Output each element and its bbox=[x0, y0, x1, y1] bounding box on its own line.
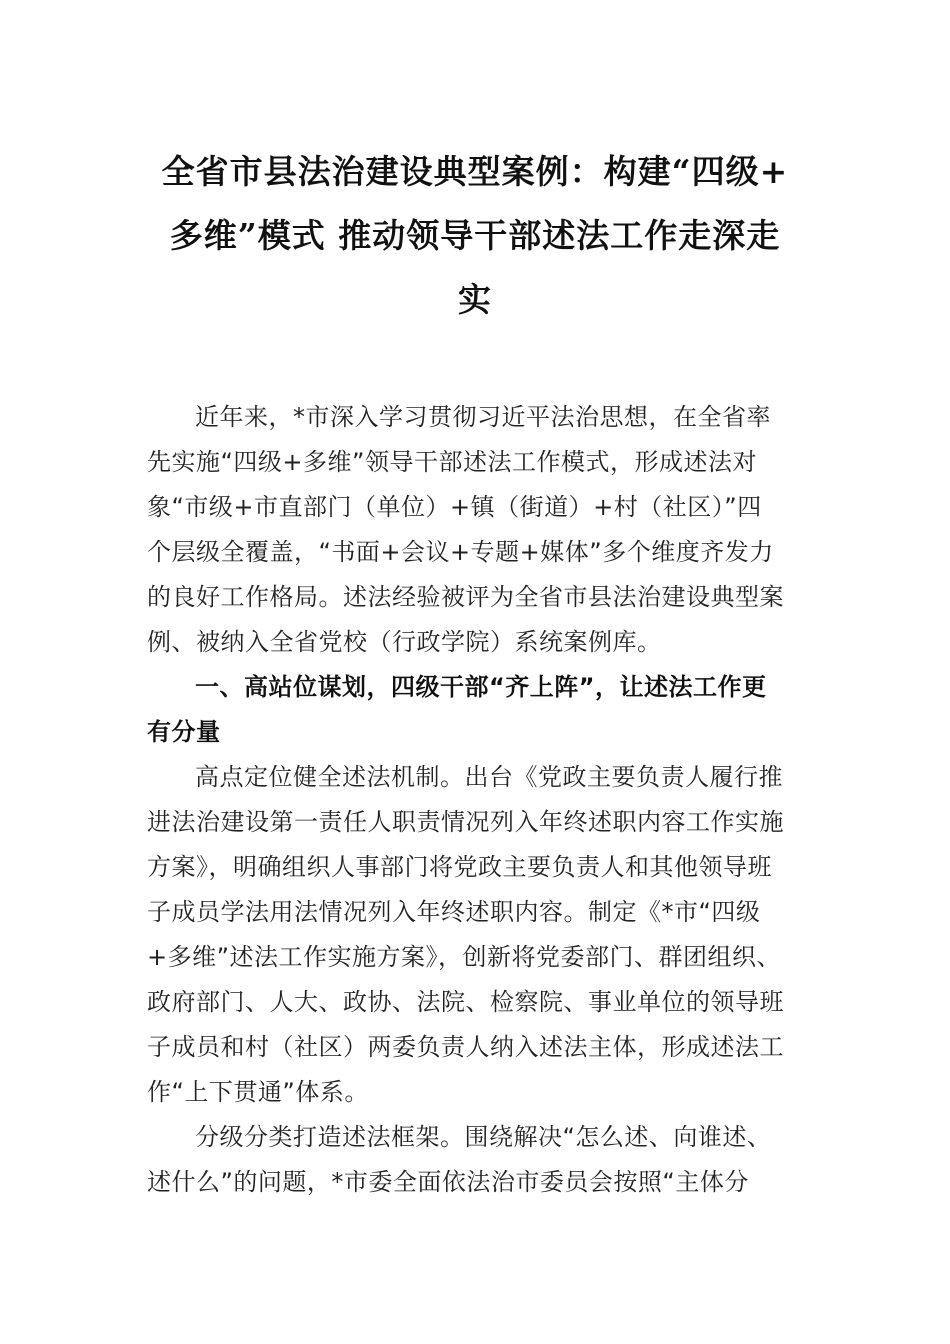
text-line: 述什么”的问题，*市委全面依法治市委员会按照“主体分 bbox=[147, 1168, 749, 1196]
text-line: 先实施“四级+多维”领导干部述法工作模式，形成述法对 bbox=[147, 448, 757, 476]
body-paragraph bbox=[147, 1115, 819, 1205]
document-body bbox=[147, 395, 819, 1205]
text-line: 分级分类打造述法框架。围绕解决“怎么述、向谁述、 bbox=[195, 1123, 772, 1151]
text-line: 子成员学法用法情况列入年终述职内容。制定《*市“四级 bbox=[147, 898, 761, 926]
text-line: 个层级全覆盖，“书面+会议+专题+媒体”多个维度齐发力 bbox=[147, 538, 774, 566]
text-line: 近年来，*市深入学习贯彻习近平法治思想，在全省率 bbox=[195, 403, 771, 431]
title-line: 实 bbox=[458, 280, 492, 319]
section-heading bbox=[147, 665, 819, 755]
text-line: 政府部门、人大、政协、法院、检察院、事业单位的领导班 bbox=[147, 988, 784, 1016]
document-title bbox=[140, 140, 810, 332]
text-line: 的良好工作格局。述法经验被评为全省市县法治建设典型案 bbox=[147, 583, 784, 611]
text-line: 象“市级+市直部门（单位）+镇（街道）+村（社区）”四 bbox=[147, 493, 762, 521]
text-line: 方案》，明确组织人事部门将党政主要负责人和其他领导班 bbox=[147, 853, 772, 881]
heading-line: 一、高站位谋划，四级干部“齐上阵”，让述法工作更 bbox=[195, 673, 767, 701]
text-line: 作“上下贯通”体系。 bbox=[147, 1078, 369, 1106]
text-line: 进法治建设第一责任人职责情况列入年终述职内容工作实施 bbox=[147, 808, 784, 836]
title-line: 多维”模式 推动领导干部述法工作走深走 bbox=[169, 216, 781, 255]
text-line: 子成员和村（社区）两委负责人纳入述法主体，形成述法工 bbox=[147, 1033, 784, 1061]
heading-line: 有分量 bbox=[147, 718, 221, 746]
body-paragraph bbox=[147, 755, 819, 1115]
intro-paragraph bbox=[147, 395, 819, 665]
text-line: +多维”述法工作实施方案》，创新将党委部门、群团组织、 bbox=[147, 943, 782, 971]
text-line: 高点定位健全述法机制。出台《党政主要负责人履行推 bbox=[195, 763, 783, 791]
text-line: 例、被纳入全省党校（行政学院）系统案例库。 bbox=[147, 628, 662, 656]
title-line: 全省市县法治建设典型案例：构建“四级+ bbox=[161, 152, 789, 191]
